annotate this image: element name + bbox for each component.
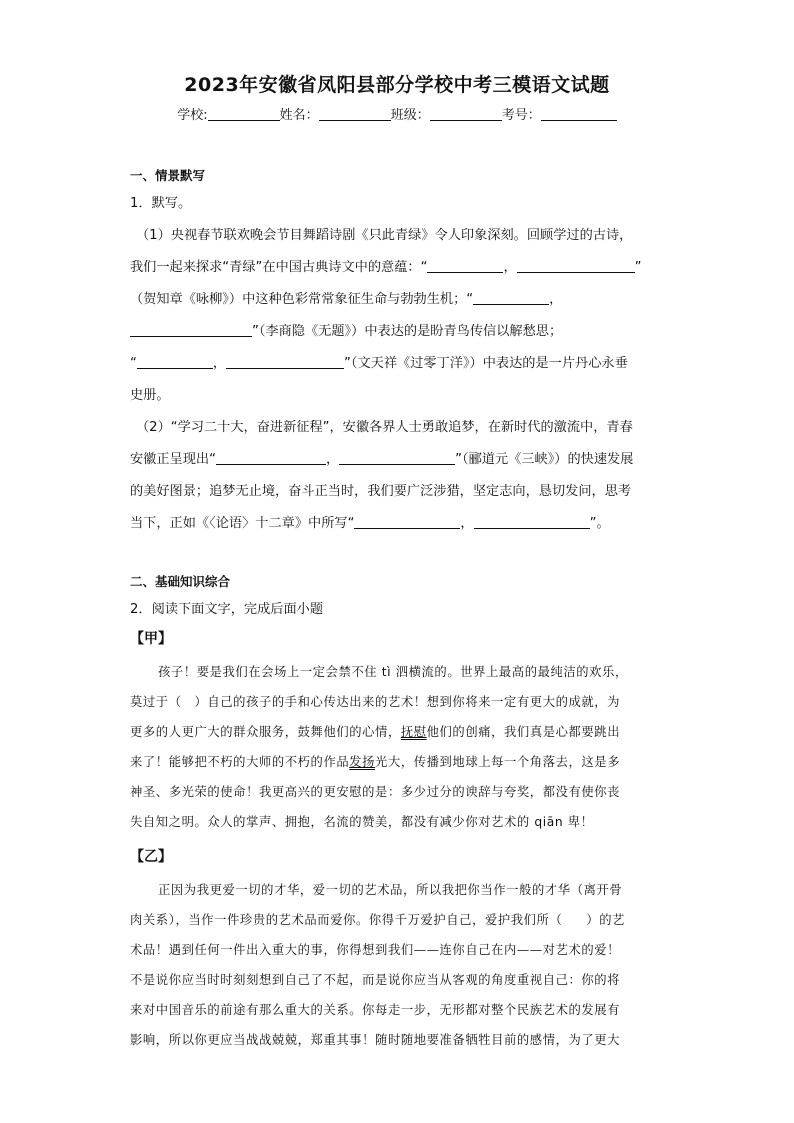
jia-line-5: 神圣、多光荣的使命！我更高兴的更安慰的是：多少过分的谀辞与夸奖，都没有使你丧 — [130, 785, 621, 799]
answer-blank[interactable] — [339, 450, 455, 465]
page-title: 2023年安徽省凤阳县部分学校中考三模语文试题 — [184, 74, 610, 96]
answer-blank[interactable] — [427, 258, 503, 273]
answer-blank[interactable] — [354, 514, 460, 529]
answer-blank[interactable] — [473, 290, 549, 305]
jia-line-3 — [130, 722, 666, 740]
section-heading-1: 一、情景默写 — [130, 168, 206, 183]
text: 光大，传播到地球上每一个角落去，这是多 — [375, 755, 621, 769]
text: 安徽正呈现出“ — [130, 452, 216, 467]
q1-part2-line1: （2）“学习二十大，奋进新征程”，安徽各界人士勇敢追梦，在新时代的激流中，青春 — [136, 420, 633, 435]
answer-blank[interactable] — [474, 514, 590, 529]
class-label: 班级： — [390, 108, 430, 123]
q1-part1-line4 — [130, 320, 670, 339]
class-field[interactable] — [430, 106, 502, 121]
yi-line-1: 正因为我更爱一切的才华，爱一切的艺术品，所以我把你当作一般的才华（离开骨 — [158, 883, 623, 897]
q1-part2-line4 — [130, 512, 670, 531]
text: 卑！ — [563, 815, 594, 829]
question-1-stem: 1．默写。 — [130, 196, 192, 211]
underlined-word: 发扬 — [349, 755, 376, 769]
text: 泗横流的。世界上最高的最纯洁的欢乐， — [391, 665, 628, 679]
text: ， — [503, 260, 517, 275]
text: ”（李商隐《无题》）中表达的是盼青鸟传信以解愁思； — [252, 324, 563, 339]
text: ” — [634, 260, 642, 275]
q1-part1-line6: 史册。 — [130, 388, 170, 403]
number-field[interactable] — [541, 106, 617, 121]
pinyin: qiān — [534, 815, 564, 829]
text: ， — [325, 452, 340, 467]
student-info-row — [0, 104, 794, 123]
text: 更多的人更广大的群众服务，鼓舞他们的心情， — [130, 725, 401, 739]
school-field[interactable] — [208, 106, 280, 121]
section-heading-2: 二、基础知识综合 — [130, 574, 231, 589]
text: 我们一起来探求“青绿”在中国古典诗文中的意蕴：“ — [130, 260, 428, 275]
text: 他们的创痛，我们真是心都要跳出 — [426, 725, 621, 739]
text: ， — [549, 292, 563, 307]
school-label: 学校: — [177, 108, 208, 123]
pinyin: tì — [381, 665, 392, 679]
text: （贺知章《咏柳》）中这种色彩常常象征生命与勃勃生机；“ — [130, 292, 474, 307]
text: 孩子！要是我们在会场上一定会禁不住 — [158, 665, 382, 679]
name-field[interactable] — [319, 106, 391, 121]
q1-part2-line3: 的美好图景；追梦无止境，奋斗正当时，我们要广泛涉猎，坚定志向，恳切发问，思考 — [130, 484, 632, 499]
q1-part1-line3 — [130, 288, 670, 307]
text: 失自知之明。众人的掌声、拥抱，名流的赞美，都没有减少你对艺术的 — [130, 815, 535, 829]
yi-line-6: 影响，所以你更应当战战兢兢，郑重其事！随时随地要准备牺牲目前的感情，为了更大 — [130, 1033, 621, 1047]
text: 来了！能够把不朽的大师的不朽的作品 — [130, 755, 350, 769]
name-label: 姓名： — [279, 108, 319, 123]
answer-blank[interactable] — [226, 354, 344, 369]
answer-blank[interactable] — [130, 322, 252, 337]
yi-line-2 — [130, 910, 666, 928]
yi-line-4: 不是说你应当时时刻刻想到自己了不起，而是说你应当从客观的角度重视自己：你的将 — [130, 973, 621, 987]
yi-line-3: 术品！遇到任何一件出入重大的事，你得想到我们——连你自己在内——对艺术的爱！ — [130, 943, 621, 957]
text: ”。 — [589, 516, 610, 531]
q1-part1-line1: （1）央视春节联欢晚会节目舞蹈诗剧《只此青绿》令人印象深刻。回顾学过的古诗， — [136, 228, 633, 243]
passage-jia-label: 【甲】 — [130, 631, 172, 647]
text: ”（郦道元《三峡》）的快速发展 — [455, 452, 634, 467]
question-2-stem: 2．阅读下面文字，完成后面小题 — [130, 602, 324, 617]
text: “ — [130, 356, 137, 371]
text: 当下，正如《〈论语〉十二章》中所写“ — [130, 516, 355, 531]
answer-blank[interactable] — [216, 450, 326, 465]
jia-line-4 — [130, 752, 666, 770]
q1-part2-line2 — [130, 448, 670, 467]
passage-yi-label: 【乙】 — [130, 849, 172, 865]
q1-part1-line5 — [130, 352, 670, 371]
number-label: 考号： — [501, 108, 541, 123]
answer-blank[interactable] — [517, 258, 635, 273]
jia-line-6 — [130, 812, 666, 830]
text: ”（文天祥《过零丁洋》）中表达的是一片丹心永垂 — [344, 356, 628, 371]
yi-line-5: 来对中国音乐的前途有那么重大的关系。你每走一步，无形都对整个民族艺术的发展有 — [130, 1003, 621, 1017]
underlined-word: 抚慰 — [400, 725, 427, 739]
answer-blank[interactable] — [137, 354, 213, 369]
text: ）的艺 — [586, 913, 626, 927]
text: 肉关系），当作一件珍贵的艺术品而爱你。你得千万爱护自己，爱护我们所（ — [130, 913, 563, 927]
q1-part1-line2 — [130, 256, 670, 275]
text: ， — [212, 356, 227, 371]
text: ， — [460, 516, 474, 531]
jia-line-2: 莫过于（ ）自己的孩子的手和心传达出来的艺术！想到你将来一定有更大的成就，为 — [130, 695, 621, 709]
jia-line-1 — [158, 662, 668, 680]
